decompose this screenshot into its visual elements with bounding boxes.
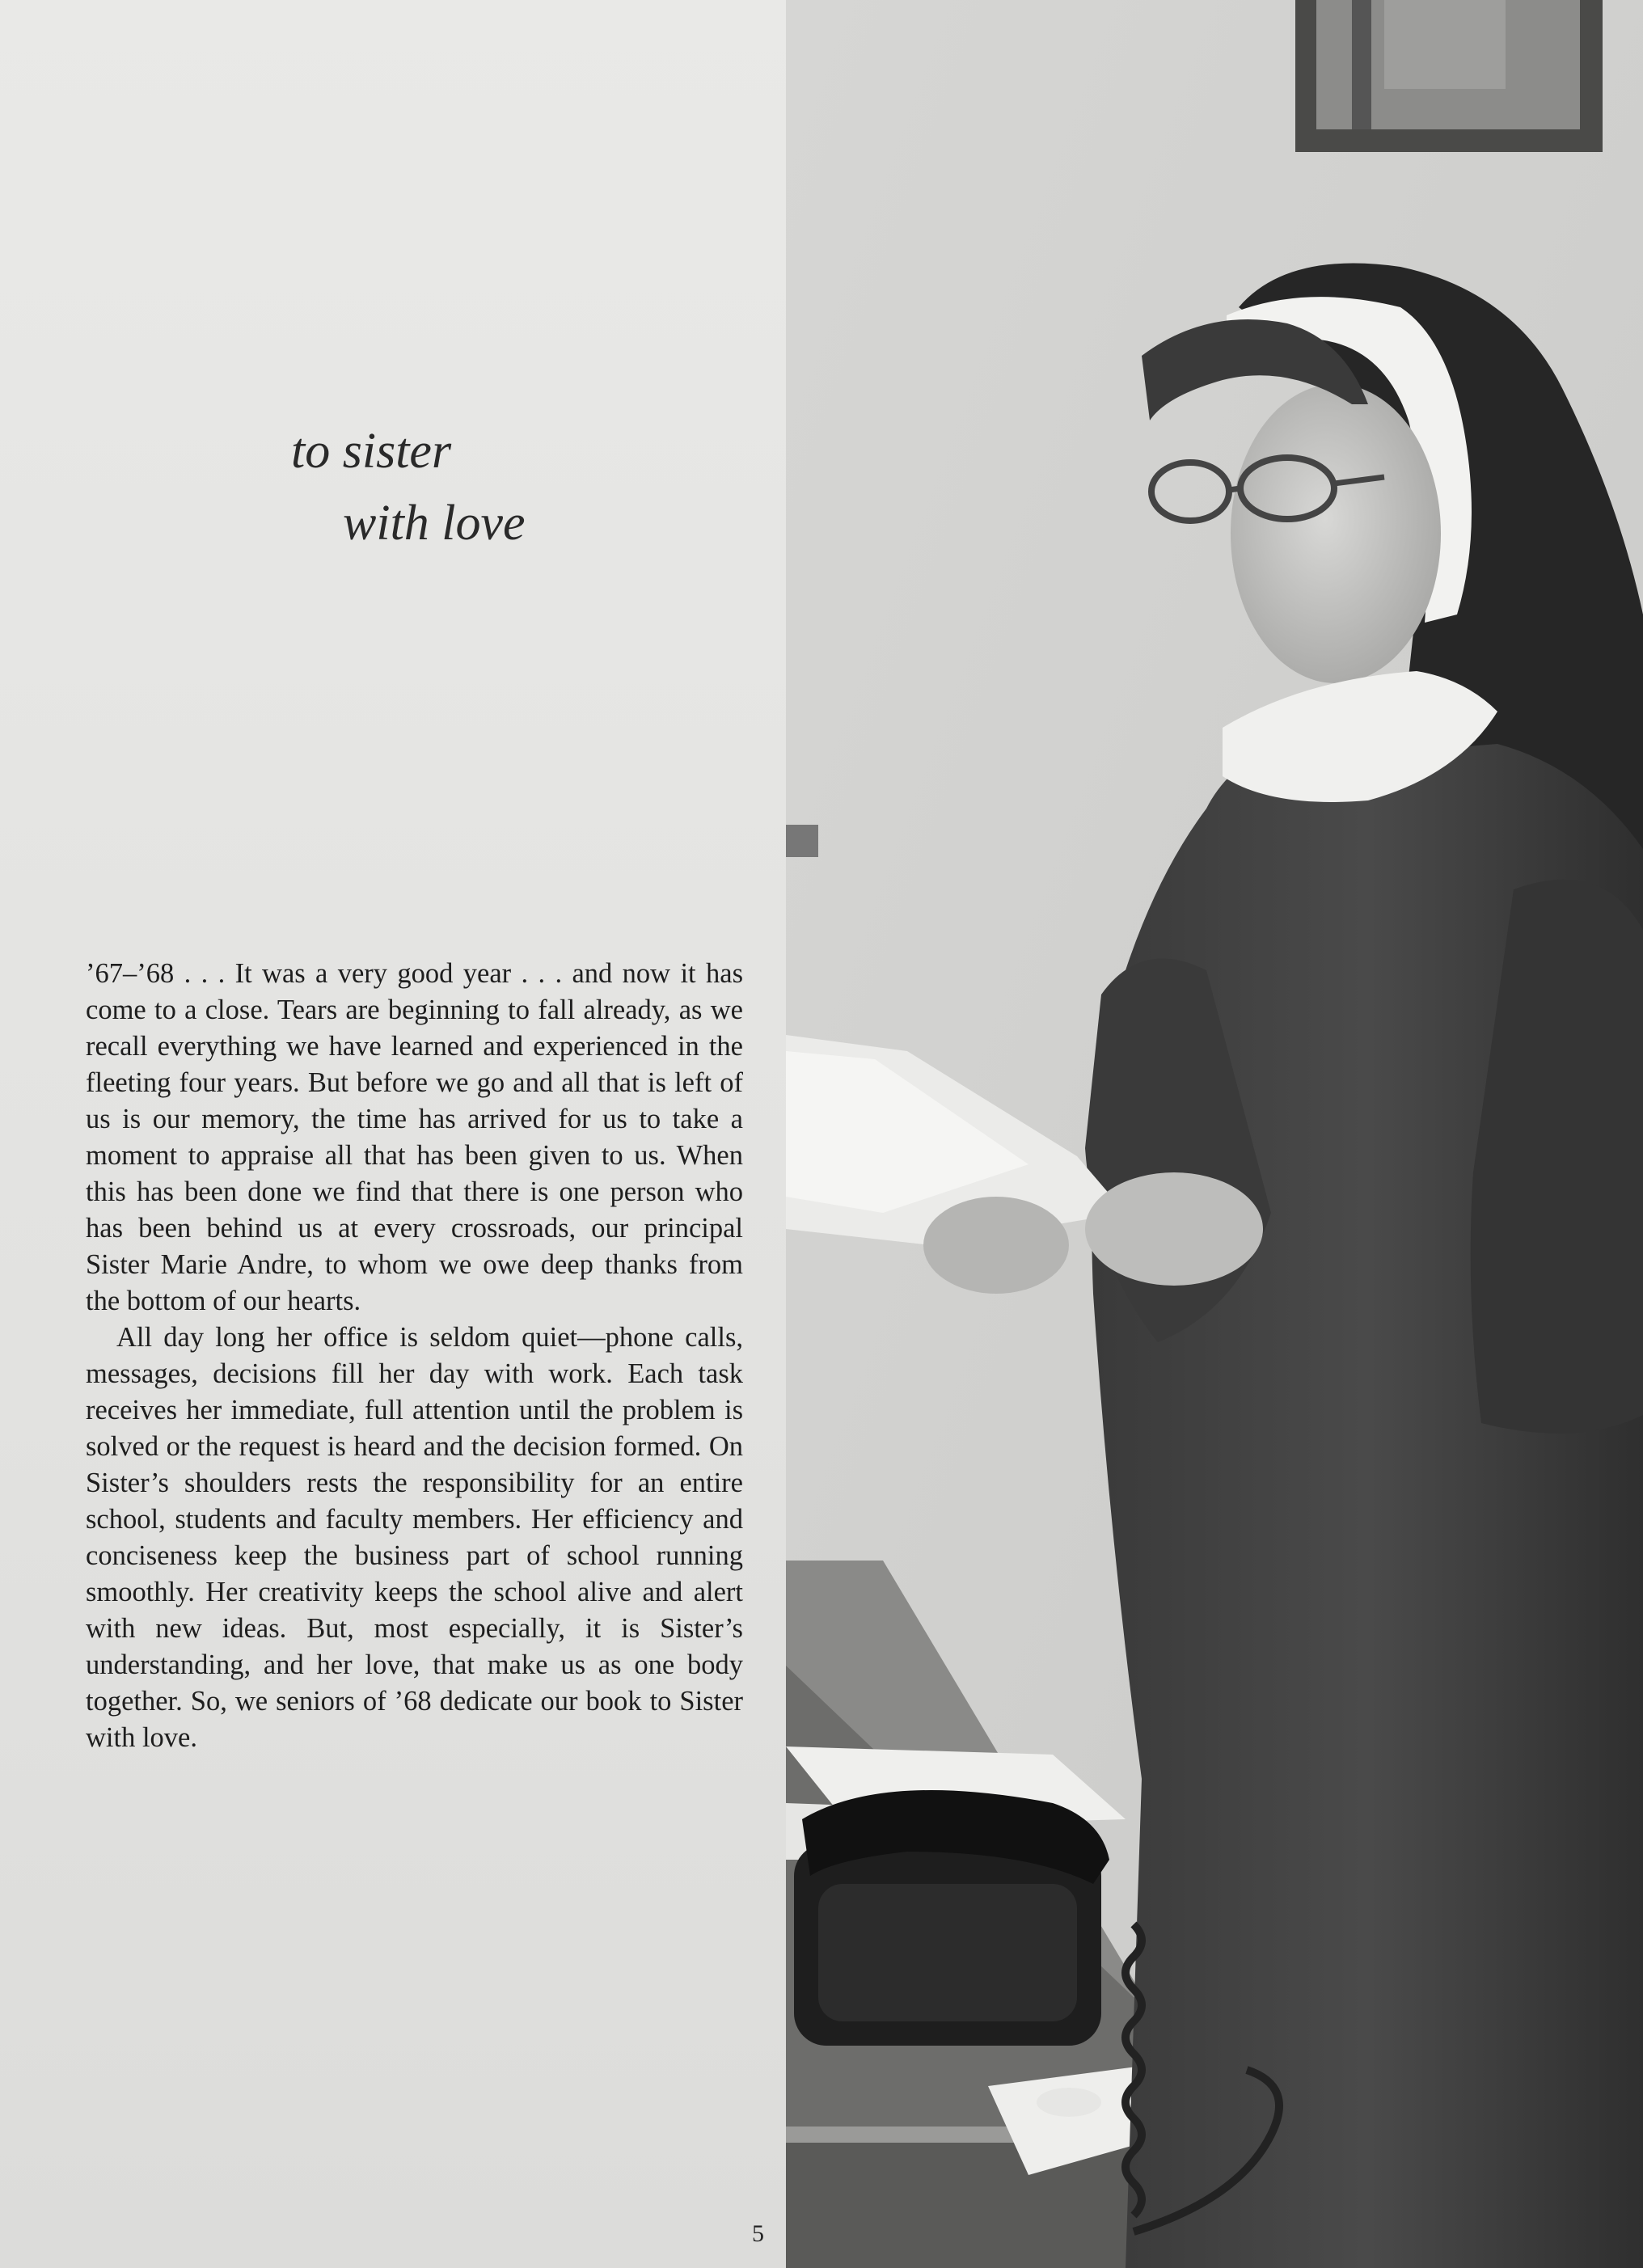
body-paragraph-2: All day long her office is seldom quiet—phone calls, messages, decisions fill her day with work. Each task receives her immediate, full attention until the problem is solved or the request is heard and the decision formed. On Sister’s shoulders rests the responsibility for an entire school, students and faculty members. Her efficiency and conciseness keep the business part of school running smoothly. Her creativity keeps the school alive and alert with new ideas. But, most especially, it is Sister’s understanding, and her love, that make us as one body together. So, we seniors of ’68 dedicate our book to Sister with love. bbox=[86, 1322, 743, 1753]
page-number: 5 bbox=[752, 2220, 764, 2247]
photo-sister-portrait bbox=[786, 0, 1643, 2268]
dedication-body bbox=[86, 956, 743, 1756]
body-paragraph-1: ’67–’68 . . . It was a very good year . . . and now it has come to a close. Tears are beginning to fall already, as we recall everything we have learned and experienced in the fleeting four years. But before we go and all that is left of us is our memory, the time has arrived for us to take a moment to appraise all that has been given to us. When this has been done we find that there is one person who has been behind us at every crossroads, our principal Sister Marie Andre, to whom we owe deep thanks from the bottom of our hearts. bbox=[86, 958, 743, 1316]
text-panel bbox=[0, 0, 786, 2268]
dedication-title-line-1: to sister bbox=[291, 424, 452, 479]
dedication-title-line-2: with love bbox=[343, 496, 526, 551]
